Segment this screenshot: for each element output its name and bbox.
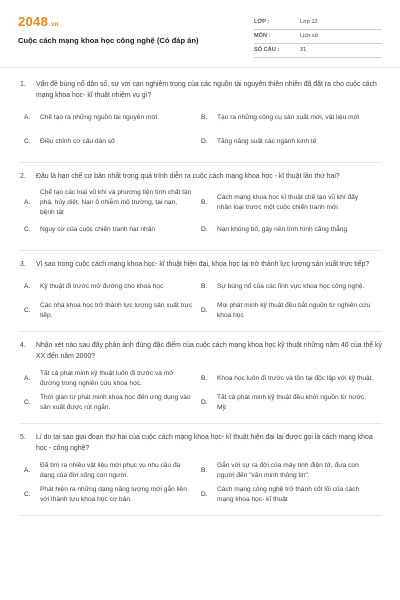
question-number: 5. [20, 434, 26, 441]
option-text: Khoa học luôn đi trước và tồn tại độc lập với kỹ thuật. [217, 375, 374, 382]
option-list [20, 459, 382, 507]
question-item [20, 341, 382, 424]
option-c[interactable] [20, 483, 201, 507]
question-item [20, 80, 382, 163]
option-letter: D. [201, 399, 208, 406]
option-a[interactable] [20, 106, 201, 130]
option-letter: A. [24, 198, 31, 206]
option-d[interactable] [201, 483, 382, 507]
option-c[interactable] [20, 299, 201, 323]
option-letter: A. [24, 114, 31, 121]
question-number: 2. [20, 173, 26, 180]
page-title: Cuộc cách mạng khoa học công nghệ (Có đáp án) [18, 36, 199, 45]
option-letter: D. [201, 307, 208, 314]
option-letter: C. [24, 307, 31, 314]
question-number: 3. [20, 260, 26, 268]
option-text: Tăng năng suất các ngành kinh tế [217, 138, 317, 145]
question-text [20, 260, 382, 271]
question-text [20, 341, 382, 362]
option-letter: A. [24, 283, 31, 290]
question-item [20, 260, 382, 333]
meta-value: 31 [300, 47, 307, 53]
option-b[interactable] [201, 275, 382, 299]
option-letter: B. [201, 467, 208, 474]
option-d[interactable] [201, 299, 382, 323]
option-letter: C. [24, 225, 31, 233]
logo-main: 2048 [18, 14, 49, 29]
option-b[interactable] [201, 459, 382, 483]
option-letter: B. [201, 198, 208, 206]
option-b[interactable] [201, 188, 382, 218]
option-text: Nguy cơ của cuộc chiến tranh hạt nhân [40, 225, 156, 233]
meta-row-class [254, 16, 382, 30]
option-text: Tạo ra những công cụ sản xuất mới, vật liệu mới [217, 114, 360, 121]
document-header [18, 14, 382, 62]
question-list [20, 80, 382, 525]
option-letter: B. [201, 114, 208, 121]
question-number: 4. [20, 342, 26, 349]
question-body: Đâu là hạn chế cơ bản nhất trong quá trình diễn ra cuộc cách mạng khoa học - kĩ thuật lần thứ hai? [36, 173, 340, 180]
option-text: Thời gian từ phát minh khoa học đến ứng dụng vào sản xuất được rút ngắn. [40, 394, 191, 411]
question-body: Vì sao trong cuộc cách mạng khoa học- kĩ thuật hiện đại, khoa học lại trở thành lực lượng sản xuất trực tiếp? [36, 260, 370, 268]
option-text: Các nhà khoa học trở thành lực lượng sản xuất trực tiếp. [40, 302, 193, 319]
option-letter: D. [201, 491, 208, 498]
option-letter: D. [201, 138, 208, 145]
option-d[interactable] [201, 391, 382, 415]
option-d[interactable] [201, 130, 382, 154]
question-body: Vấn đề bùng nổ dân số, sự vơi cạn nghiêm trọng của các nguồn tài nguyên thiên nhiên đã đặt ra cho cuộc cách mạng khoa học- kĩ thuật nhiệm vụ gì? [36, 81, 377, 99]
option-list [20, 188, 382, 242]
option-text: Gắn với sự ra đời của máy tính điện tử, đưa con người đến "văn minh thông tin". [217, 462, 359, 479]
option-a[interactable] [20, 367, 201, 391]
meta-label: SỐ CÂU : [254, 47, 280, 53]
option-text: Sự bùng nổ của các lĩnh vực khoa học công nghệ. [217, 283, 365, 290]
question-body: Lí do tại sao giai đoạn thứ hai của cuộc cách mạng khoa học- kĩ thuật hiện đại lại được gọi là cách mạng khoa học - công nghệ? [36, 434, 373, 452]
option-a[interactable] [20, 188, 201, 218]
question-item [20, 172, 382, 251]
option-letter: C. [24, 138, 31, 145]
question-number: 1. [20, 81, 26, 88]
question-body: Nhận xét nào sau đây phản ánh đúng đặc điểm của cuộc cách mạng khoa học kỹ thuật những năm 40 của thế kỷ XX đến năm 2000? [36, 342, 382, 360]
option-c[interactable] [20, 391, 201, 415]
option-letter: A. [24, 467, 31, 474]
question-text [20, 80, 382, 101]
option-text: Đã tìm ra nhiều vật liệu mới phục vụ nhu cầu đa dạng của đời sống con người. [40, 462, 181, 479]
question-text [20, 433, 382, 454]
meta-value: Lịch sử [300, 33, 319, 39]
option-text: Nạn khủng bố, gây nên tình hình căng thẳng [217, 225, 348, 233]
option-c[interactable] [20, 218, 201, 242]
meta-label: MÔN : [254, 33, 271, 39]
option-letter: C. [24, 491, 31, 498]
option-text: Cách mạng công nghệ trở thành cốt lõi của cách mạng khoa học- kĩ thuật [217, 486, 360, 503]
option-letter: A. [24, 375, 31, 382]
option-c[interactable] [20, 130, 201, 154]
option-text: Tất cả phát minh kỹ thuật đều khởi nguồn từ nước Mỹ. [217, 394, 365, 411]
option-b[interactable] [201, 367, 382, 391]
meta-value: Lớp 12 [300, 19, 318, 25]
option-letter: B. [201, 375, 208, 382]
option-text: Chế tạo các loại vũ khí và phương tiện tính chất tàn phá, hủy diệt. Nạn ô nhiễm mô trường, tai nạn, bệnh tật [40, 188, 192, 216]
option-letter: D. [201, 225, 208, 233]
header-divider [0, 67, 400, 68]
meta-info [254, 16, 382, 58]
option-text: Kỹ thuật đi trước mở đường cho khoa học [40, 283, 164, 290]
option-letter: C. [24, 399, 31, 406]
option-a[interactable] [20, 275, 201, 299]
option-list [20, 367, 382, 415]
site-logo[interactable] [18, 14, 59, 29]
option-letter: B. [201, 283, 208, 290]
option-list [20, 275, 382, 323]
option-text: Chế tạo ra những nguồn tài nguyên mới. [40, 114, 160, 121]
option-text: Điều chỉnh cơ cấu dân số [40, 138, 115, 145]
option-text: Tất cả phát minh kỹ thuật luôn đi trước và mở đường trong nghiên cứu khoa học. [40, 370, 174, 387]
option-text: Phát hiện ra những dạng năng lượng mới gắn liền với thành tựu khoa học cơ bản. [40, 486, 187, 503]
option-a[interactable] [20, 459, 201, 483]
option-list [20, 106, 382, 154]
option-d[interactable] [201, 218, 382, 242]
meta-row-count [254, 44, 382, 58]
option-b[interactable] [201, 106, 382, 130]
meta-label: LỚP : [254, 19, 270, 25]
option-text: Mọi phát minh kỹ thuật đều bắt nguồn từ nghiên cứu khoa học [217, 302, 371, 319]
question-text [20, 172, 382, 183]
option-text: Cách mạng khoa học kĩ thuật chế tạo vũ khí đẩy nhân loại trước một cuộc chiến tranh mới [217, 193, 359, 211]
question-item [20, 433, 382, 516]
meta-row-subject [254, 30, 382, 44]
logo-tld: .vn [49, 22, 59, 28]
